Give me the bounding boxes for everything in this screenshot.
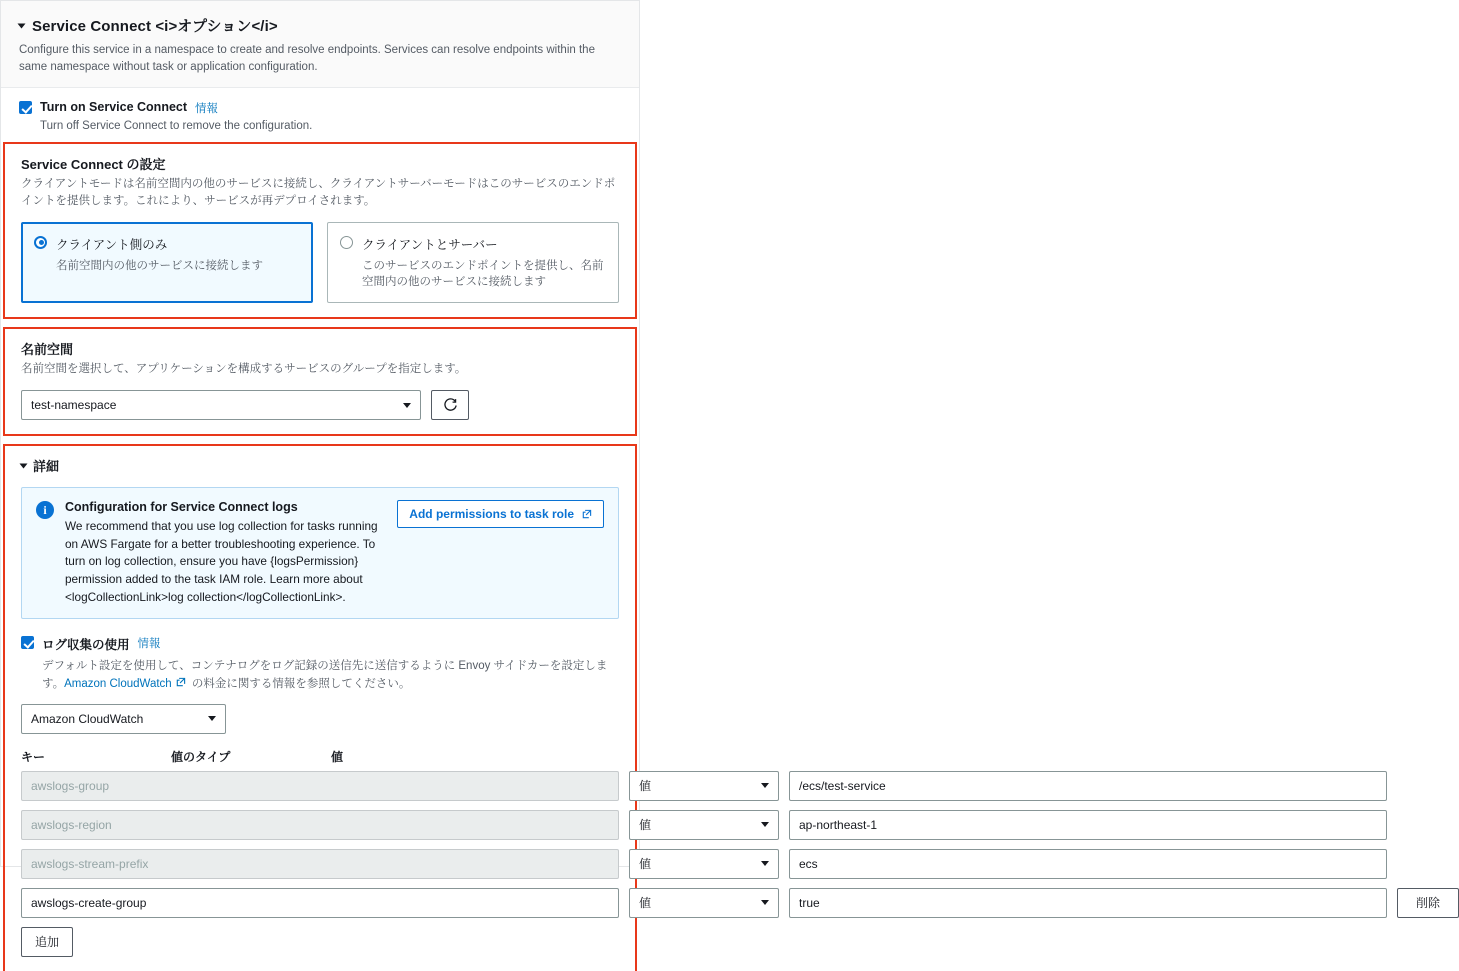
namespace-description: 名前空間を選択して、アプリケーションを構成するサービスのグループを指定します。 — [21, 363, 467, 376]
log-desc-part2: の料金に関する情報を参照してください。 — [188, 677, 411, 690]
table-row — [21, 771, 886, 801]
radio-label-client-only: クライアント側のみ — [56, 237, 168, 252]
alert-title: Configuration for Service Connect logs — [65, 500, 298, 515]
panel-title-row[interactable] — [19, 15, 621, 36]
radio-selected-icon[interactable] — [34, 236, 47, 249]
column-header-value-type: 値のタイプ — [171, 749, 231, 764]
namespace-row — [21, 390, 619, 420]
value-input[interactable]: /ecs/test-service — [789, 771, 1387, 801]
log-config-alert — [21, 487, 619, 619]
log-collection-checkbox-row[interactable] — [21, 635, 619, 653]
value-input[interactable]: ecs — [789, 849, 1387, 879]
value-input[interactable]: true — [789, 888, 1387, 918]
table-header-row — [21, 748, 619, 765]
namespace-box — [3, 327, 637, 436]
chevron-down-icon — [403, 403, 411, 408]
key-input[interactable]: awslogs-stream-prefix — [21, 849, 619, 879]
key-input[interactable]: awslogs-group — [21, 771, 619, 801]
settings-description: クライアントモードは名前空間内の他のサービスに接続し、クライアントサーバーモードはこのサービスのエンドポイントを提供します。これにより、サービスが再デプロイされます。 — [21, 178, 616, 208]
namespace-select[interactable] — [21, 390, 421, 420]
value-type-value: 値 — [639, 818, 652, 833]
log-destination-value: Amazon CloudWatch — [31, 711, 144, 726]
radio-unselected-icon[interactable] — [340, 236, 353, 249]
chevron-down-icon — [761, 783, 769, 788]
page-title: Service Connect <i>オプション</i> — [32, 18, 278, 35]
details-header[interactable] — [5, 446, 635, 475]
namespace-title: 名前空間 — [21, 342, 74, 358]
radio-desc-client-server: このサービスのエンドポイントを提供し、名前空間内の他のサービスに接続します — [362, 259, 604, 289]
amazon-cloudwatch-link[interactable]: Amazon CloudWatch — [64, 677, 172, 690]
external-link-icon — [175, 677, 186, 688]
table-row — [21, 849, 818, 879]
log-collection-label: ログ収集の使用 — [42, 638, 130, 653]
add-permissions-button[interactable] — [397, 500, 604, 528]
mode-radio-group — [21, 222, 619, 304]
chevron-down-icon — [761, 861, 769, 866]
service-connect-settings — [5, 144, 635, 317]
value-type-value: 値 — [639, 857, 652, 872]
turn-on-info-link[interactable]: 情報 — [195, 103, 219, 116]
log-destination-select[interactable] — [21, 704, 226, 734]
radio-tile-client-only[interactable] — [21, 222, 313, 304]
value-type-select[interactable] — [629, 849, 779, 879]
log-collection-section — [5, 619, 635, 734]
value-type-value: 値 — [639, 779, 652, 794]
log-collection-info-link[interactable]: 情報 — [137, 638, 161, 651]
refresh-icon — [443, 398, 458, 413]
details-box — [3, 444, 1440, 971]
chevron-down-icon — [208, 716, 216, 721]
log-parameters-table — [21, 748, 1440, 918]
panel-description: Configure this service in a namespace to create and resolve endpoints. Services can resolve endpoints within the same namespace without task or application configuration. — [19, 44, 595, 73]
turn-on-label: Turn on Service Connect — [40, 100, 188, 115]
settings-title: Service Connect の設定 — [21, 157, 166, 173]
column-header-key: キー — [21, 749, 46, 764]
add-parameter-button[interactable]: 追加 — [21, 927, 73, 957]
column-header-value: 値 — [331, 749, 344, 764]
value-type-select[interactable] — [629, 888, 779, 918]
row-actions — [1397, 888, 1459, 918]
table-row — [21, 888, 1440, 918]
chevron-down-icon[interactable] — [20, 463, 28, 468]
delete-row-button[interactable]: 削除 — [1397, 888, 1459, 918]
chevron-down-icon[interactable] — [18, 23, 26, 28]
value-type-select[interactable] — [629, 771, 779, 801]
log-collection-description — [42, 658, 617, 693]
info-icon: i — [36, 501, 54, 519]
checkbox-checked-icon[interactable] — [21, 636, 34, 649]
radio-tile-client-server[interactable] — [327, 222, 619, 304]
radio-label-client-server: クライアントとサーバー — [362, 237, 498, 252]
add-parameter-wrap — [21, 927, 619, 957]
details-title: 詳細 — [33, 459, 60, 475]
value-type-select[interactable] — [629, 810, 779, 840]
column-header-actions — [486, 748, 548, 765]
log-desc-part1: デフォルト設定を使用して、コンテナログをログ記録の送信先に送信するように Envoy サイドカーを設定します。 — [42, 660, 608, 690]
key-input[interactable]: awslogs-region — [21, 810, 619, 840]
service-connect-settings-box — [3, 142, 637, 319]
value-type-value: 値 — [639, 896, 652, 911]
checkbox-checked-icon[interactable] — [19, 101, 32, 114]
add-permissions-label: Add permissions to task role — [409, 507, 574, 522]
table-row — [21, 810, 878, 840]
alert-text: We recommend that you use log collection for tasks running on AWS Fargate for a better troubleshooting experience. To turn on log collection, ensure you have {logsPermission} permission added to the task IAM role. Learn more about <logCollectionLink>log collection</logCollectionLink>. — [65, 519, 378, 604]
key-input[interactable]: awslogs-create-group — [21, 888, 619, 918]
namespace-section — [5, 329, 635, 434]
external-link-icon — [581, 509, 592, 520]
turn-on-note: Turn off Service Connect to remove the configuration. — [40, 120, 313, 133]
chevron-down-icon — [761, 900, 769, 905]
chevron-down-icon — [761, 822, 769, 827]
namespace-select-value: test-namespace — [31, 398, 117, 413]
refresh-namespaces-button[interactable] — [431, 390, 469, 420]
panel-header — [1, 1, 639, 88]
turn-on-section — [1, 88, 639, 142]
value-input[interactable]: ap-northeast-1 — [789, 810, 1387, 840]
log-destination-row — [21, 704, 619, 734]
radio-desc-client-only: 名前空間内の他のサービスに接続します — [56, 259, 263, 272]
alert-body — [65, 500, 386, 606]
turn-on-checkbox-row[interactable] — [19, 100, 621, 116]
